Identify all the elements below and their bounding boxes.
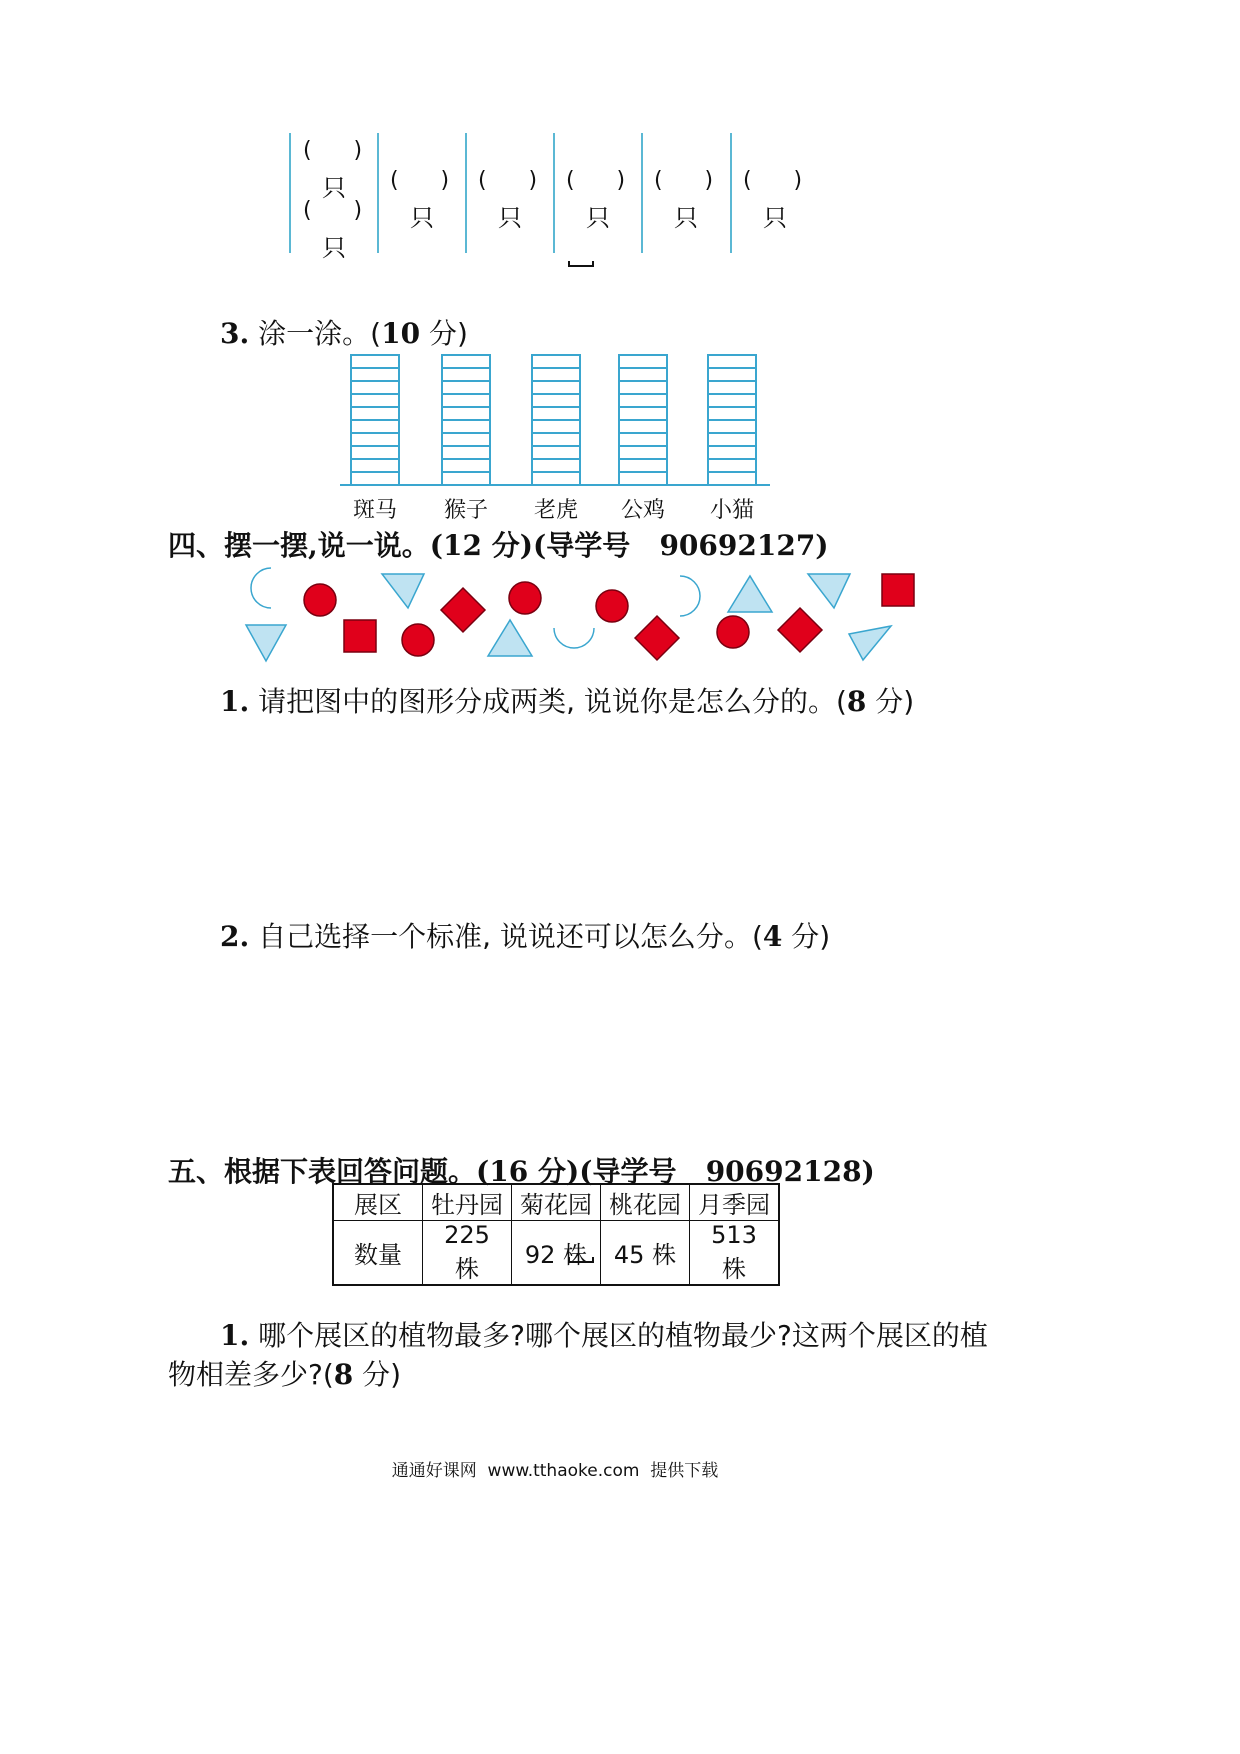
tally-divider <box>289 133 291 253</box>
section5-question-1-line2: 物相差多少?(8 分) <box>168 1358 402 1391</box>
diamond-shape <box>770 600 830 660</box>
unit-label: 只 <box>410 204 434 232</box>
answer-blank[interactable]: ( ) <box>390 168 450 193</box>
tally-divider <box>553 133 555 253</box>
tally-divider <box>730 133 732 253</box>
unit-label: 只 <box>763 204 787 232</box>
triangle-shape <box>480 610 540 670</box>
answer-blank[interactable]: ( ) <box>743 168 803 193</box>
square-shape <box>330 606 390 666</box>
table-cell: 513 株 <box>690 1221 780 1286</box>
chart-baseline <box>340 484 770 486</box>
answer-blank[interactable]: ( ) <box>478 168 538 193</box>
tally-divider <box>465 133 467 253</box>
circle-shape <box>703 602 763 662</box>
table-header-cell: 月季园 <box>690 1184 780 1221</box>
table-header-cell: 牡丹园 <box>423 1184 512 1221</box>
table-header-cell: 展区 <box>333 1184 423 1221</box>
table-cell: 92 株 <box>512 1221 601 1286</box>
data-table <box>332 1183 780 1286</box>
triangle-shape <box>839 614 899 674</box>
table-cell: 225 株 <box>423 1221 512 1286</box>
coloring-column[interactable] <box>441 354 491 486</box>
table-header-cell: 桃花园 <box>601 1184 690 1221</box>
section4-heading: 四、摆一摆,说一说。(12 分)(导学号 90692127) <box>168 529 829 562</box>
tally-divider <box>377 133 379 253</box>
page-break-mark <box>568 1257 594 1263</box>
unit-label: 只 <box>322 174 346 202</box>
unit-label: 只 <box>498 204 522 232</box>
answer-blank[interactable]: ( ) <box>566 168 626 193</box>
triangle-shape <box>236 611 296 671</box>
section3-title: 3. 涂一涂。(10 分) <box>220 317 468 350</box>
answer-blank[interactable]: ( ) <box>654 168 714 193</box>
table-row <box>333 1184 779 1221</box>
category-label: 斑马 <box>352 498 397 523</box>
unit-label: 只 <box>322 234 346 262</box>
section4-question-2: 2. 自己选择一个标准, 说说还可以怎么分。(4 分) <box>220 920 831 953</box>
coloring-column[interactable] <box>350 354 400 486</box>
table-cell: 数量 <box>333 1221 423 1286</box>
category-label: 小猫 <box>709 498 754 523</box>
coloring-column[interactable] <box>707 354 757 486</box>
answer-blank[interactable]: ( ) <box>303 138 363 163</box>
unit-label: 只 <box>586 204 610 232</box>
answer-blank[interactable]: ( ) <box>303 198 363 223</box>
coloring-column[interactable] <box>531 354 581 486</box>
section5-heading: 五、根据下表回答问题。(16 分)(导学号 90692128) <box>168 1155 875 1188</box>
circle-shape <box>388 610 448 670</box>
coloring-column[interactable] <box>618 354 668 486</box>
page-break-mark <box>568 261 594 267</box>
category-label: 公鸡 <box>620 498 665 523</box>
section5-question-1-line1: 1. 哪个展区的植物最多?哪个展区的植物最少?这两个展区的植 <box>220 1319 988 1352</box>
diamond-shape <box>627 608 687 668</box>
category-label: 猴子 <box>443 498 488 523</box>
moon-shape <box>233 558 293 618</box>
table-row <box>333 1221 779 1286</box>
square-shape <box>868 560 928 620</box>
section4-question-1: 1. 请把图中的图形分成两类, 说说你是怎么分的。(8 分) <box>220 685 915 718</box>
category-label: 老虎 <box>533 498 578 523</box>
table-cell: 45 株 <box>601 1221 690 1286</box>
page-footer: 通通好课网 www.tthaoke.com 提供下载 <box>391 1461 719 1481</box>
moon-shape <box>544 606 604 666</box>
unit-label: 只 <box>674 204 698 232</box>
table-header-cell: 菊花园 <box>512 1184 601 1221</box>
tally-divider <box>641 133 643 253</box>
